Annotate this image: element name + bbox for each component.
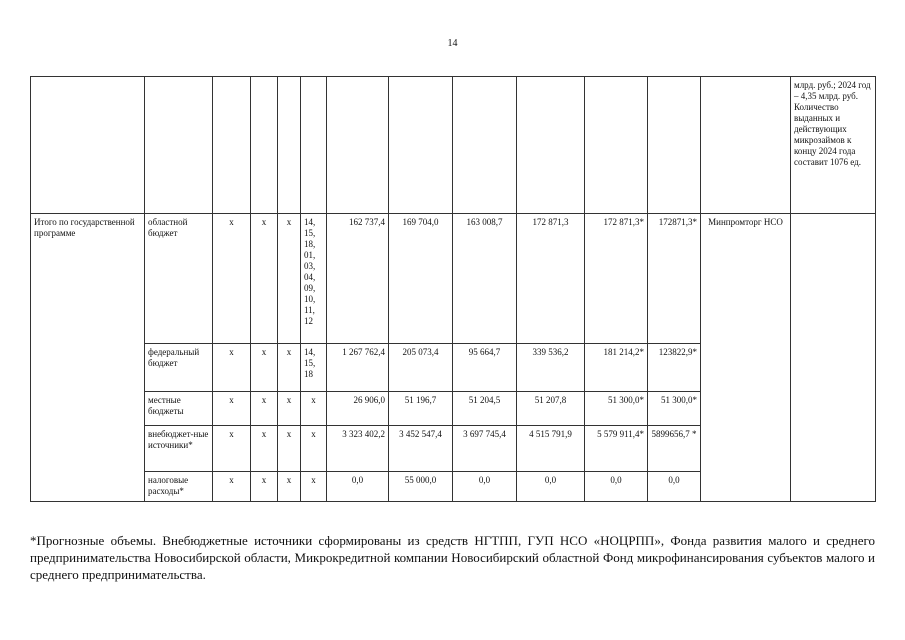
result-cell: млрд. руб.; 2024 год – 4,35 млрд. руб. Количество выданных и действующих микрозаймов к концу 2024 года составит 1076 ед.	[791, 77, 876, 214]
code-cell: x	[213, 472, 251, 502]
source-cell: налоговые расходы*	[145, 472, 213, 502]
code-cell: x	[251, 344, 278, 392]
value-cell: 339 536,2	[517, 344, 585, 392]
value-cell: 55 000,0	[389, 472, 453, 502]
code-cell: x	[251, 426, 278, 472]
value-cell: 172 871,3*	[585, 214, 648, 344]
code-cell: x	[278, 214, 301, 344]
value-cell: 95 664,7	[453, 344, 517, 392]
codes-cell: x	[301, 392, 327, 426]
source-cell: областной бюджет	[145, 214, 213, 344]
value-cell: 51 207,8	[517, 392, 585, 426]
source-cell: местные бюджеты	[145, 392, 213, 426]
value-cell: 3 452 547,4	[389, 426, 453, 472]
source-cell: внебюджет-ные источники*	[145, 426, 213, 472]
value-cell: 0,0	[327, 472, 389, 502]
value-cell: 123822,9*	[648, 344, 701, 392]
value-cell: 172 871,3	[517, 214, 585, 344]
value-cell: 51 204,5	[453, 392, 517, 426]
code-cell: x	[213, 426, 251, 472]
value-cell: 162 737,4	[327, 214, 389, 344]
result-cell-empty	[791, 214, 876, 502]
value-cell: 1 267 762,4	[327, 344, 389, 392]
source-cell: федеральный бюджет	[145, 344, 213, 392]
code-cell: x	[251, 472, 278, 502]
value-cell: 3 323 402,2	[327, 426, 389, 472]
value-cell: 51 196,7	[389, 392, 453, 426]
code-cell: x	[213, 214, 251, 344]
value-cell: 51 300,0*	[648, 392, 701, 426]
value-cell: 3 697 745,4	[453, 426, 517, 472]
value-cell: 0,0	[648, 472, 701, 502]
table-row-continued	[31, 77, 876, 214]
value-cell: 5 579 911,4*	[585, 426, 648, 472]
code-cell: x	[251, 214, 278, 344]
total-label: Итого по государственной программе	[31, 214, 145, 502]
value-cell: 181 214,2*	[585, 344, 648, 392]
page-number: 14	[447, 38, 458, 49]
value-cell: 26 906,0	[327, 392, 389, 426]
code-cell: x	[251, 392, 278, 426]
value-cell: 0,0	[517, 472, 585, 502]
code-cell: x	[213, 344, 251, 392]
value-cell: 5899656,7 *	[648, 426, 701, 472]
value-cell: 169 704,0	[389, 214, 453, 344]
codes-cell: x	[301, 426, 327, 472]
table-row	[31, 214, 876, 344]
value-cell: 51 300,0*	[585, 392, 648, 426]
value-cell: 0,0	[585, 472, 648, 502]
codes-cell: x	[301, 472, 327, 502]
value-cell: 205 073,4	[389, 344, 453, 392]
code-cell: x	[278, 472, 301, 502]
budget-table	[30, 76, 876, 502]
value-cell: 163 008,7	[453, 214, 517, 344]
code-cell: x	[213, 392, 251, 426]
footnote: *Прогнозные объемы. Внебюджетные источники сформированы из средств НГТПП, ГУП НСО «НОЦРПП», Фонда развития малого и среднего предпринимательства Новосибирской области, Микрокредитной компании Новосибирский областной Фонд микрофинансирования субъектов малого и среднего предпринимательства.	[30, 533, 875, 582]
value-cell: 0,0	[453, 472, 517, 502]
code-cell: x	[278, 392, 301, 426]
code-cell: x	[278, 426, 301, 472]
value-cell: 4 515 791,9	[517, 426, 585, 472]
value-cell: 172871,3*	[648, 214, 701, 344]
responsible-cell: Минпромторг НСО	[701, 214, 791, 502]
codes-cell: 14, 15, 18, 01, 03, 04, 09, 10, 11, 12	[301, 214, 327, 344]
codes-cell: 14, 15, 18	[301, 344, 327, 392]
code-cell: x	[278, 344, 301, 392]
